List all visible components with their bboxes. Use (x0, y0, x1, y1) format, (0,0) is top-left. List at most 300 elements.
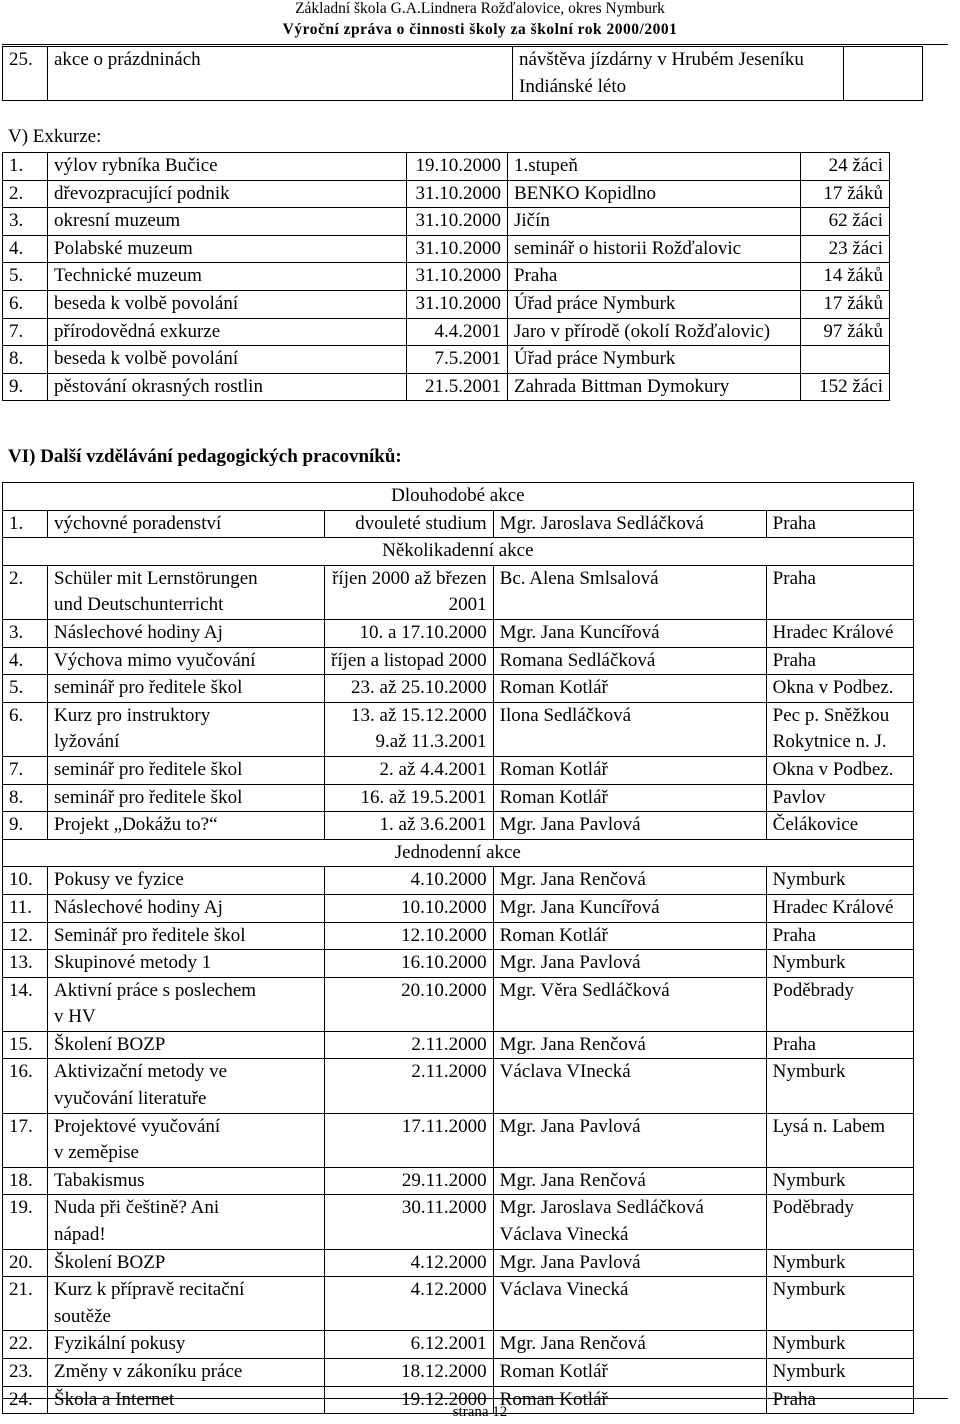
row-person-text: Mgr. Jana Renčová (499, 1169, 646, 1191)
row-person (493, 784, 766, 812)
page-number: strana 12 (452, 1404, 508, 1420)
row-person (493, 1113, 766, 1167)
row-date (325, 977, 494, 1031)
group-label (3, 839, 914, 867)
row-num (3, 1195, 48, 1249)
row-place (766, 1195, 913, 1249)
table-row (3, 675, 914, 703)
table-row (3, 977, 914, 1031)
row-place-text: Praha (514, 265, 558, 287)
row-name (48, 1331, 325, 1359)
row-place-text: Pavlov (772, 786, 826, 808)
section-title-training: VI) Další vzdělávání pedagogických pracovníků: (8, 446, 402, 467)
row-date-text: 31.10.2000 (415, 292, 501, 314)
row-place-text: Úřad práce Nymburk (514, 348, 676, 370)
row-place (766, 922, 913, 950)
row-date (325, 1167, 494, 1195)
row-name-text: Skupinové metody 1 (54, 952, 212, 974)
row-person (493, 950, 766, 978)
row-name (48, 950, 325, 978)
row-num-text: 4. (9, 237, 24, 259)
row-place-text: Praha (772, 1033, 816, 1055)
row-person (493, 1277, 766, 1331)
row-num-text: 24. (9, 1388, 33, 1410)
row-name (48, 1059, 325, 1113)
row-num-text: 2. (9, 567, 24, 589)
row-place (766, 784, 913, 812)
row-place (508, 346, 801, 374)
row-num (3, 235, 48, 263)
row-num (3, 1113, 48, 1167)
row-place (766, 565, 913, 619)
group-label (3, 538, 914, 566)
row-name-text: vyučování literatuře (54, 1088, 207, 1110)
row-count (801, 263, 890, 291)
row-date-text: 2. až 4.4.2001 (379, 758, 487, 780)
row-place (508, 318, 801, 346)
row-count-text: 17 žáků (823, 182, 883, 204)
row-person-text: Mgr. Jana Pavlová (499, 1115, 641, 1137)
row-name-text: lyžování (54, 731, 120, 753)
row-date (407, 318, 508, 346)
row-date-text: 4.10.2000 (410, 869, 487, 891)
row-date-text: 23. až 25.10.2000 (351, 677, 487, 699)
row-person-text: Mgr. Jana Renčová (499, 1033, 646, 1055)
row-name-text: Náslechové hodiny Aj (54, 896, 223, 918)
row-count-text: 152 žáci (819, 375, 883, 397)
row-num (3, 180, 48, 208)
row-name (48, 977, 325, 1031)
row-date (325, 1195, 494, 1249)
row-date-text: 20.10.2000 (401, 979, 487, 1001)
row-num (3, 263, 48, 291)
row-date (407, 263, 508, 291)
row-date (325, 784, 494, 812)
row-name-text: soutěže (54, 1305, 111, 1327)
row-num-text: 9. (9, 814, 24, 836)
row-date (325, 1359, 494, 1387)
row-num (3, 922, 48, 950)
row-person-text: Bc. Alena Smlsalová (499, 567, 659, 589)
row-count-text: 62 žáci (828, 210, 883, 232)
row-num-text: 22. (9, 1333, 33, 1355)
row-num-text: 9. (9, 375, 24, 397)
row-date-text: 16. až 19.5.2001 (360, 786, 487, 808)
row-name (48, 812, 325, 840)
training-table (2, 482, 914, 1414)
row-place (766, 702, 913, 756)
row-place-text: Nymburk (772, 1061, 846, 1083)
row-name (48, 1359, 325, 1387)
row-date-text: 13. až 15.12.2000 (351, 704, 487, 726)
row-name-text: Seminář pro ředitele škol (54, 924, 246, 946)
row-count-text: 24 žáci (828, 155, 883, 176)
row-date-text: 29.11.2000 (401, 1169, 487, 1191)
row-place-text: BENKO Kopidlno (514, 182, 656, 204)
row-person (493, 756, 766, 784)
row-person (493, 702, 766, 756)
group-label-text: Několikadenní akce (382, 540, 534, 562)
table-row (3, 235, 890, 263)
table-row (3, 153, 890, 181)
row-date-text: říjen 2000 až březen (332, 567, 487, 589)
row-date-text: 7.5.2001 (434, 348, 501, 370)
table-row (3, 510, 914, 538)
row-name-text: v HV (54, 1006, 96, 1028)
row-place-text: Nymburk (772, 1251, 846, 1273)
row-name-text: beseda k volbě povolání (54, 348, 239, 370)
row-name-text: výchovné poradenství (54, 512, 222, 534)
table-row (3, 208, 890, 236)
row-num (3, 153, 48, 181)
row-place-text: Rokytnice n. J. (772, 731, 887, 753)
row-count-text: 17 žáků (823, 292, 883, 314)
row-person (493, 1031, 766, 1059)
row-num-text: 19. (9, 1197, 33, 1219)
row-date (325, 812, 494, 840)
row-date (325, 756, 494, 784)
row-count-text: 97 žáků (823, 320, 883, 342)
row-count (801, 373, 890, 401)
row-date-text: dvouleté studium (355, 512, 487, 534)
table-row (3, 756, 914, 784)
row-place-text: 1.stupeň (514, 155, 578, 176)
row-date (325, 922, 494, 950)
row-date (407, 290, 508, 318)
row-date-text: 2.11.2000 (411, 1033, 487, 1055)
row-num: 25. (3, 47, 48, 101)
row-person (493, 1331, 766, 1359)
header-school: Základní škola G.A.Lindnera Rožďalovice, okres Nymburk (295, 0, 665, 17)
row-person (493, 1059, 766, 1113)
row-person (493, 647, 766, 675)
row-person (493, 867, 766, 895)
group-label-text: Jednodenní akce (394, 841, 521, 863)
row-name-text: Kurz pro instruktory (54, 704, 211, 726)
row-num-text: 10. (9, 869, 33, 891)
row-person-text: Roman Kotlář (499, 786, 608, 808)
row-person (493, 1249, 766, 1277)
row-person-text: Mgr. Jana Pavlová (499, 952, 641, 974)
row-place (766, 894, 913, 922)
table-row (3, 318, 890, 346)
row-name (48, 1031, 325, 1059)
row-date (325, 1059, 494, 1113)
row-place (508, 373, 801, 401)
row-name-text: v zeměpise (54, 1142, 139, 1164)
row-name (48, 235, 407, 263)
row-num-text: 1. (9, 512, 24, 534)
row-name-text: přírodovědná exkurze (54, 320, 221, 342)
row-num (3, 1359, 48, 1387)
row-name-text: seminář pro ředitele škol (54, 786, 243, 808)
row-name (48, 702, 325, 756)
row-name (48, 290, 407, 318)
row-date (325, 647, 494, 675)
row-place (766, 1331, 913, 1359)
row-person-text: Mgr. Jaroslava Sedláčková (499, 512, 704, 534)
row-date (407, 346, 508, 374)
row-date-text: 21.5.2001 (425, 375, 501, 397)
row-place (508, 180, 801, 208)
row-place-text: Praha (772, 567, 816, 589)
row-num (3, 1249, 48, 1277)
row-place (766, 1359, 913, 1387)
row-person (493, 894, 766, 922)
row-num-text: 18. (9, 1169, 33, 1191)
row-place-text: Okna v Podbez. (772, 758, 894, 780)
row-name-text: Výchova mimo vyučování (54, 649, 256, 671)
table-row (3, 894, 914, 922)
table-row (3, 812, 914, 840)
row-name-text: Aktivní práce s poslechem (54, 979, 257, 1001)
row-place-text: Praha (772, 1388, 816, 1410)
row-date (407, 235, 508, 263)
row-date (325, 702, 494, 756)
row-person-text: Mgr. Jaroslava Sedláčková (499, 1197, 704, 1219)
row-name-text: Škola a Internet (54, 1388, 175, 1410)
row-count (801, 153, 890, 181)
row-num (3, 1059, 48, 1113)
row-num-text: 12. (9, 924, 33, 946)
row-place (766, 1167, 913, 1195)
row-place (766, 510, 913, 538)
row-date-text: 10. a 17.10.2000 (359, 621, 487, 643)
row-name-text: Náslechové hodiny Aj (54, 621, 223, 643)
row-person (493, 922, 766, 950)
row-num-text: 14. (9, 979, 33, 1001)
row-place-text: Jaro v přírodě (okolí Rožďalovic) (514, 320, 771, 342)
top-table (2, 46, 923, 101)
row-place (766, 1277, 913, 1331)
row-person-text: Mgr. Věra Sedláčková (499, 979, 670, 1001)
row-date-text: 30.11.2000 (401, 1197, 487, 1219)
row-person-text: Roman Kotlář (499, 677, 608, 699)
row-num (3, 812, 48, 840)
row-place-text: Poděbrady (772, 1197, 854, 1219)
table-row (3, 1113, 914, 1167)
row-count (801, 346, 890, 374)
row-date (325, 950, 494, 978)
row-num-text: 2. (9, 182, 24, 204)
row-num-text: 7. (9, 758, 24, 780)
row-person-text: Mgr. Jana Renčová (499, 1333, 646, 1355)
row-num (3, 1331, 48, 1359)
row-date-text: 2.11.2000 (411, 1061, 487, 1083)
row-place (766, 647, 913, 675)
row-place-text: Zahrada Bittman Dymokury (514, 375, 730, 397)
row-place-text: Nymburk (772, 1333, 846, 1355)
row-num (3, 565, 48, 619)
row-name (48, 647, 325, 675)
row-name (48, 208, 407, 236)
row-num-text: 13. (9, 952, 33, 974)
row-name-text: und Deutschunterricht (54, 594, 224, 616)
table-row (3, 1249, 914, 1277)
row-name-text: Tabakismus (54, 1169, 145, 1191)
row-name-text: Nuda při češtině? Ani (54, 1197, 220, 1219)
row-num-text: 23. (9, 1361, 33, 1382)
row-person-text: Mgr. Jana Renčová (499, 869, 646, 891)
row-place (508, 208, 801, 236)
row-name (48, 373, 407, 401)
row-date (325, 894, 494, 922)
row-name-text: Aktivizační metody ve (54, 1061, 228, 1083)
section-title-excursions: V) Exkurze: (8, 126, 102, 147)
row-date-text: 4.4.2001 (434, 320, 501, 342)
row-num (3, 647, 48, 675)
row-name-text: Pokusy ve fyzice (54, 869, 184, 891)
row-person (493, 1167, 766, 1195)
row-person-text: Ilona Sedláčková (499, 704, 632, 726)
row-num (3, 977, 48, 1031)
row-name-text: Schüler mit Lernstörungen (54, 567, 258, 589)
row-place-text: Hradec Králové (772, 621, 894, 643)
table-row (3, 950, 914, 978)
row-num (3, 346, 48, 374)
row-num-text: 8. (9, 348, 24, 370)
row-count-text: 23 žáci (828, 237, 883, 259)
row-date (325, 1277, 494, 1331)
row-place (766, 1113, 913, 1167)
row-date (325, 1331, 494, 1359)
row-place-text: Okna v Podbez. (772, 677, 894, 699)
row-desc (513, 47, 844, 101)
group-header-row (3, 839, 914, 867)
row-name-text: Technické muzeum (54, 265, 202, 287)
row-name (48, 784, 325, 812)
row-num (3, 318, 48, 346)
row-count (801, 235, 890, 263)
row-num-text: 5. (9, 265, 24, 287)
table-row (3, 1277, 914, 1331)
row-name-text: Polabské muzeum (54, 237, 193, 259)
row-person (493, 977, 766, 1031)
row-person-text: Václava Vinecká (499, 1224, 629, 1246)
row-date-text: 9.až 11.3.2001 (375, 731, 487, 753)
row-num-text: 11. (9, 896, 33, 918)
row-num-text: 5. (9, 677, 24, 699)
row-name-text: Změny v zákoníku práce (54, 1361, 243, 1382)
row-date (407, 153, 508, 181)
row-date-text: 4.12.2000 (410, 1279, 487, 1301)
row-num (3, 756, 48, 784)
row-date (407, 180, 508, 208)
row-place (766, 1249, 913, 1277)
row-num (3, 894, 48, 922)
row-place-text: Nymburk (772, 1279, 846, 1301)
table-row (3, 263, 890, 291)
group-label-text: Dlouhodobé akce (391, 485, 525, 506)
row-place (508, 153, 801, 181)
row-name-text: okresní muzeum (54, 210, 181, 232)
row-num (3, 1277, 48, 1331)
row-num (3, 1031, 48, 1059)
row-num-text: 15. (9, 1033, 33, 1055)
row-name (48, 1249, 325, 1277)
row-count (801, 208, 890, 236)
row-num (3, 619, 48, 647)
row-place-text: Lysá n. Labem (772, 1115, 886, 1137)
table-row (3, 784, 914, 812)
row-date-text: 31.10.2000 (415, 265, 501, 287)
row-name (48, 318, 407, 346)
row-name (48, 346, 407, 374)
row-person (493, 1359, 766, 1387)
row-name (48, 263, 407, 291)
row-date (325, 867, 494, 895)
row-place (766, 675, 913, 703)
row-place (766, 1031, 913, 1059)
row-name (48, 1195, 325, 1249)
row-person-text: Mgr. Jana Kuncířová (499, 896, 660, 918)
row-num (3, 867, 48, 895)
row-date-text: 1. až 3.6.2001 (379, 814, 487, 836)
row-num (3, 702, 48, 756)
row-name-text: Projekt „Dokážu to?“ (54, 814, 218, 836)
row-name (48, 619, 325, 647)
row-person-text: Roman Kotlář (499, 1388, 608, 1410)
group-header-row (3, 483, 914, 511)
row-date-text: 4.12.2000 (410, 1251, 487, 1273)
row-date-text: 12.10.2000 (401, 924, 487, 946)
row-num-text: 6. (9, 704, 24, 726)
row-num-text: 6. (9, 292, 24, 314)
row-count-text: 14 žáků (823, 265, 883, 287)
row-num (3, 510, 48, 538)
row-num (3, 675, 48, 703)
row-num (3, 950, 48, 978)
row-person-text: Romana Sedláčková (499, 649, 656, 671)
row-name (48, 1277, 325, 1331)
group-header-row (3, 538, 914, 566)
row-place-text: Praha (772, 649, 816, 671)
row-name-text: pěstování okrasných rostlin (54, 375, 263, 397)
row-date (407, 373, 508, 401)
table-row (3, 346, 890, 374)
row-date (325, 675, 494, 703)
table-row (3, 867, 914, 895)
table-row (3, 373, 890, 401)
row-place (508, 290, 801, 318)
row-date (325, 619, 494, 647)
row-date-text: 31.10.2000 (415, 210, 501, 232)
row-place-text: Praha (772, 924, 816, 946)
row-place-text: Nymburk (772, 952, 846, 974)
row-date-text: 17.11.2000 (401, 1115, 487, 1137)
row-num-text: 1. (9, 155, 24, 176)
row-date-text: 10.10.2000 (401, 896, 487, 918)
row-num-text: 7. (9, 320, 24, 342)
row-name-text: Školení BOZP (54, 1033, 166, 1055)
row-date (325, 565, 494, 619)
row-place (766, 867, 913, 895)
row-num-text: 17. (9, 1115, 33, 1137)
row-place-text: Praha (772, 512, 816, 534)
row-person (493, 510, 766, 538)
row-empty (844, 47, 923, 101)
row-date (325, 1249, 494, 1277)
row-name (48, 675, 325, 703)
row-date-text: 18.12.2000 (401, 1361, 487, 1382)
row-date (407, 208, 508, 236)
row-date (325, 1113, 494, 1167)
row-num-text: 21. (9, 1279, 33, 1301)
row-num-text: 3. (9, 621, 24, 643)
table-row (3, 180, 890, 208)
row-date-text: 2001 (448, 594, 487, 616)
row-name-text: seminář pro ředitele škol (54, 758, 243, 780)
